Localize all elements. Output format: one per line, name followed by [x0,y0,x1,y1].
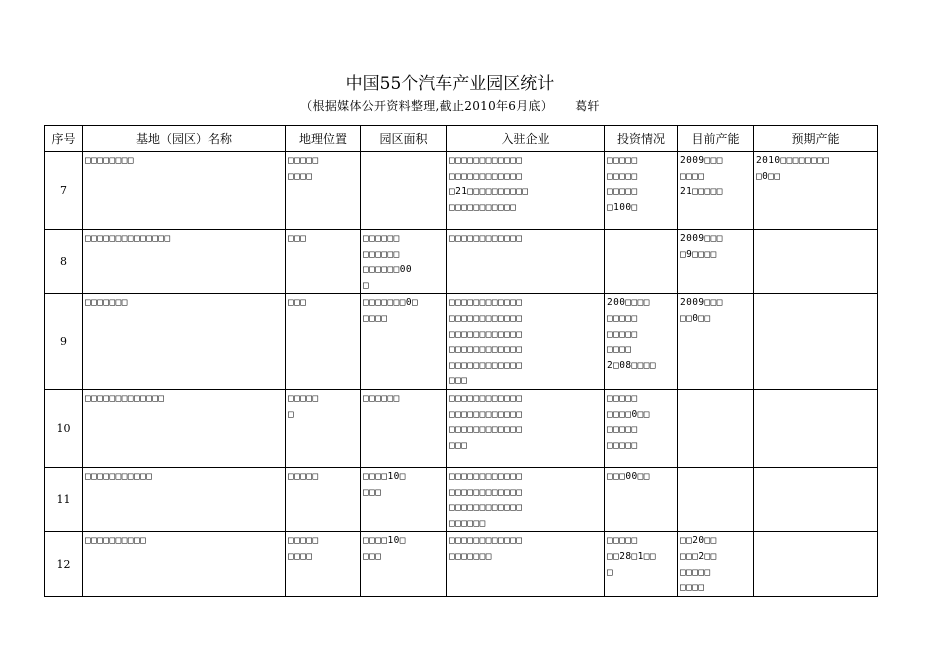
park-name-cell [83,467,286,531]
area-cell [361,230,447,294]
cell-line: □9□□□□ [680,248,717,260]
cell-line: 2009□□□ [680,233,723,244]
park-name-cell [83,152,286,230]
investment-cell [605,230,678,294]
location-cell [286,230,361,294]
cell-line: □21□□□□□□□□□□ [449,186,529,198]
cell-line: 200□□□□ [607,297,650,309]
current-capacity-cell [678,532,754,596]
cell-line: □□□□□□ [363,392,400,404]
expected-capacity-cell [754,152,878,230]
cell-line: □□□□□ [607,328,638,340]
seq-cell: 11 [45,467,83,531]
cell-line: □□□□□□□□□□□□ [449,486,523,498]
enterprises-cell [447,532,605,596]
cell-line: □□□□10□ [363,470,406,482]
table-row [45,467,878,531]
cell-line: 2□08□□□□ [607,359,656,371]
cell-line: □□□00□□ [607,470,650,482]
header-enterprises: 入驻企业 [447,126,605,152]
enterprises-cell [447,152,605,230]
cell-line: □□□□□□□□□□□□ [449,344,523,356]
cell-line: □□□□□□□□□□□□ [449,470,523,482]
cell-line: □□□□□□□□□□□□ [449,535,523,547]
cell-line: □□□□□ [607,170,638,182]
cell-line: □□□ [449,375,468,387]
cell-line: □ [607,566,614,578]
cell-line: □□□□□ [607,312,638,324]
expected-capacity-cell [754,294,878,390]
cell-line: □□□□□ [607,424,638,436]
location-cell [286,532,361,596]
cell-line: □□□□□□□ [449,550,492,562]
header-current-capacity: 目前产能 [678,126,754,152]
enterprises-cell [447,467,605,531]
cell-line: □□□ [449,439,468,451]
park-name-cell [83,532,286,596]
current-capacity-cell [678,152,754,230]
cell-line: □ [288,408,295,420]
cell-line: □□□□□□ [449,517,486,529]
cell-line: □□□□□□□0□ [363,297,419,309]
cell-line: □□□□ [288,170,313,182]
park-name-cell [83,230,286,294]
investment-cell [605,467,678,531]
cell-line: □□28□1□□ [607,550,656,562]
cell-line: □□□□□ [607,535,638,547]
cell-line: □0□□ [756,170,781,182]
investment-cell [605,152,678,230]
cell-line: □□□□□□□□□□□□ [449,359,523,371]
cell-line: □□□□□□□ [85,297,128,309]
expected-capacity-cell [754,467,878,531]
cell-line: □□□ [363,550,382,562]
seq-cell: 7 [45,152,83,230]
author-name: 葛轩 [575,99,600,113]
investment-cell [605,389,678,467]
cell-line: □□20□□ [680,535,717,547]
cell-line: □□□□□ [607,392,638,404]
cell-line: □□□□0□□ [607,408,650,420]
cell-line: □□□□□□00 [363,264,412,276]
expected-capacity-cell [754,532,878,596]
cell-line: □□□□□□□□□□□□ [449,170,523,182]
cell-line: □ [363,279,370,291]
area-cell [361,389,447,467]
cell-line: □□□□□□□□□□□□ [449,502,523,514]
cell-line: □□□2□□ [680,550,717,562]
enterprises-cell [447,294,605,390]
area-cell [361,294,447,390]
cell-line: □□□□□□□□□□□□ [449,392,523,404]
location-cell [286,467,361,531]
cell-line: □□□□ [680,582,705,594]
cell-line: □□□□□□□□□□□□□ [85,392,165,404]
expected-capacity-cell [754,230,878,294]
location-cell [286,294,361,390]
header-investment: 投资情况 [605,126,678,152]
investment-cell [605,294,678,390]
cell-line: □□□□□ [680,566,711,578]
enterprises-cell [447,389,605,467]
cell-line: □□□□ [680,170,705,182]
cell-line: □□□□□□□□□□ [85,535,147,547]
cell-line: □□□□□□□□□□□□ [449,233,523,244]
header-expected-capacity: 预期产能 [754,126,878,152]
cell-line: □□□□□ [288,155,319,166]
investment-cell [605,532,678,596]
seq-cell: 8 [45,230,83,294]
cell-line: 2010□□□□□□□□ [756,155,830,166]
cell-line: □□□□□□□□□□□□ [449,408,523,420]
cell-line: □□□□□□□□ [85,155,134,166]
cell-line: □□□□ [607,344,632,356]
park-name-cell [83,294,286,390]
seq-cell: 10 [45,389,83,467]
enterprises-cell [447,230,605,294]
current-capacity-cell [678,230,754,294]
location-cell [286,389,361,467]
cell-line: □□□□□ [288,535,319,547]
header-location: 地理位置 [286,126,361,152]
cell-line: □□□□□ [288,470,319,482]
table-body [45,152,878,597]
cell-line: □□□□□ [288,392,319,404]
park-name-cell [83,389,286,467]
cell-line: □100□ [607,201,638,213]
cell-line: □□0□□ [680,312,711,324]
table-row [45,294,878,390]
cell-line: □□□□□□□□□□□□□□ [85,233,171,244]
cell-line: □□□□□ [607,439,638,451]
page-title: 中国55个汽车产业园区统计 [345,74,555,94]
cell-line: 2009□□□ [680,297,723,309]
cell-line: □□□ [288,297,307,309]
cell-line: 2009□□□ [680,155,723,166]
cell-line: □□□□10□ [363,535,406,547]
cell-line: □□□□□□□□□□□□ [449,297,523,309]
area-cell [361,467,447,531]
cell-line: □□□□□□□□□□□□ [449,424,523,436]
cell-line: □□□□□□□□□□□ [449,201,517,213]
expected-capacity-cell [754,389,878,467]
table-row [45,152,878,230]
cell-line: □□□□□□□□□□□□ [449,312,523,324]
current-capacity-cell [678,389,754,467]
cell-line: □□□□ [363,312,388,324]
header-seq: 序号 [45,126,83,152]
seq-cell: 9 [45,294,83,390]
header-area: 园区面积 [361,126,447,152]
area-cell [361,532,447,596]
cell-line: □□□□□□□□□□□ [85,470,153,482]
cell-line: □□□□□□□□□□□□ [449,328,523,340]
current-capacity-cell [678,467,754,531]
cell-line: □□□ [363,486,382,498]
table-row [45,389,878,467]
cell-line: □□□ [288,233,307,244]
page-subtitle [0,97,900,114]
location-cell [286,152,361,230]
cell-line: □□□□□ [607,186,638,198]
cell-line: □□□□□ [607,155,638,166]
cell-line: □□□□ [288,550,313,562]
cell-line: □□□□□□□□□□□□ [449,155,523,166]
subtitle-source-note: （根据媒体公开资料整理,截止2010年6月底） [300,99,554,113]
cell-line: 21□□□□□ [680,186,723,198]
table-row [45,230,878,294]
industrial-park-table [44,125,878,597]
header-park-name: 基地（园区）名称 [83,126,286,152]
table-row [45,532,878,596]
area-cell [361,152,447,230]
cell-line: □□□□□□ [363,233,400,244]
cell-line: □□□□□□ [363,248,400,260]
current-capacity-cell [678,294,754,390]
table-header-row [45,126,878,152]
seq-cell: 12 [45,532,83,596]
